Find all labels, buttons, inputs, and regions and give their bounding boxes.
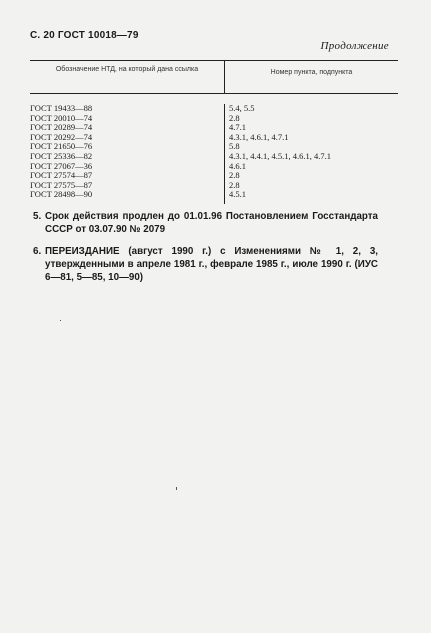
note-validity	[33, 210, 378, 236]
table-row-clause: 4.3.1, 4.4.1, 4.5.1, 4.6.1, 4.7.1	[229, 150, 331, 161]
continuation-label: Продолжение	[320, 40, 389, 52]
table-row-clause: 5.8	[229, 141, 240, 152]
table-row-doc: ГОСТ 27067—36	[30, 160, 93, 171]
table-row-doc: ГОСТ 20010—74	[30, 112, 93, 123]
note-number: 5.	[33, 211, 42, 222]
column-header-document: Обозначение НТД, на который дана ссылка	[30, 61, 225, 93]
note-text: Срок действия продлен до 01.01.96 Постановлением Госстандарта СССР от 03.07.90 № 2079	[45, 211, 378, 235]
table-row-clause: 4.3.1, 4.6.1, 4.7.1	[229, 131, 289, 142]
table-row-doc: ГОСТ 20289—74	[30, 122, 93, 133]
notes-section	[33, 210, 378, 293]
table-row-doc: ГОСТ 27575—87	[30, 179, 93, 190]
table-header	[30, 61, 398, 94]
column-header-clause: Номер пункта, подпункта	[270, 69, 353, 76]
document-column	[30, 104, 225, 204]
table-row-doc: ГОСТ 27574—87	[30, 170, 93, 181]
table-row-clause: 2.8	[229, 170, 240, 181]
table-row-clause: 4.5.1	[229, 189, 246, 200]
note-number: 6.	[33, 246, 42, 257]
table-row-doc: ГОСТ 25336—82	[30, 150, 93, 161]
table-row-clause: 2.8	[229, 179, 240, 190]
table-row-clause: 4.6.1	[229, 160, 246, 171]
clause-column	[225, 104, 398, 204]
table-row-doc: ГОСТ 28498—90	[30, 189, 93, 200]
table-row-doc: ГОСТ 20292—74	[30, 131, 93, 142]
reference-table	[30, 60, 398, 204]
table-row-clause: 4.7.1	[229, 122, 246, 133]
page-reference: С. 20 ГОСТ 10018—79	[30, 30, 139, 41]
table-row-clause: 2.8	[229, 112, 240, 123]
table-row-doc: ГОСТ 19433—88	[30, 103, 93, 113]
table-row-clause: 5.4, 5.5	[229, 103, 255, 113]
table-row-doc: ГОСТ 21650—76	[30, 141, 93, 152]
note-reissue	[33, 245, 378, 284]
scan-speck	[176, 487, 177, 490]
table-body	[30, 94, 398, 204]
note-text: ПЕРЕИЗДАНИЕ (август 1990 г.) с Изменениями № 1, 2, 3, утвержденными в апреле 1981 г., феврале 1985 г., июле 1990 г. (ИУС 6—81, 5—85, 10—90)	[45, 246, 378, 283]
scan-speck	[60, 320, 61, 321]
